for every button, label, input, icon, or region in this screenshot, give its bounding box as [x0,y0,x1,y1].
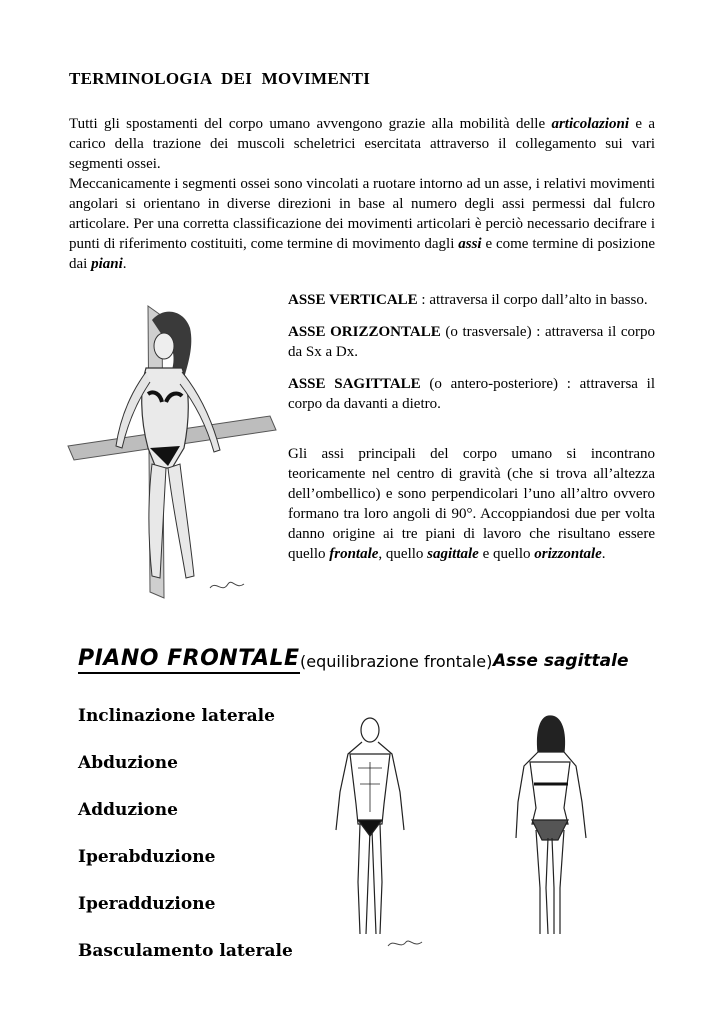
axes-center-paragraph [288,444,655,564]
text-run: . [601,546,606,562]
male-briefs [358,820,382,836]
axis-horizontal-label: ASSE ORIZZONTALE [288,324,441,340]
male-head [361,718,379,742]
list-item: Iperabduzione [78,847,216,867]
axis-vertical-label: ASSE VERTICALE [288,292,418,308]
axis-horizontal-text: (o trasversale) : attraversa il corpo da Sx a Dx. [288,324,656,360]
male-figure [336,718,404,934]
movement-list [78,704,293,986]
artist-signature [388,941,422,946]
list-item: Abduzione [78,753,178,773]
text-run: e a carico della trazione dei muscoli scheletrici esercitata attraverso il collegamento sui vari segmenti ossei. [69,116,655,172]
list-item: Iperadduzione [78,894,216,914]
male-legs [358,824,382,934]
head-shape [154,333,174,359]
emphasis-assi: assi [458,236,482,252]
text-run: Gli assi principali del corpo umano si incontrano teoricamente nel centro di gravità (che si trova all’altezza dell’ombellico) e sono perpendicolari l’uno all’altro ovvero formano tra loro angoli di 90°. Accoppiandosi due per volta danno origine ai tre piani di lavoro che risultano essere quello [288,446,655,562]
text-run: . [122,256,127,272]
text-run: e come termine di posizione dai [69,236,655,272]
female-hair [538,716,565,752]
page-title: TERMINOLOGIA DEI MOVIMENTI [69,69,371,88]
plane-title: PIANO FRONTALE [78,646,300,674]
female-bikini-bottom [532,820,568,840]
female-torso [530,762,570,824]
text-run: Meccanicamente i segmenti ossei sono vincolati a ruotare intorno ad un asse, i relativi movimenti angolari si orientano in diverse direzioni in base al numero degli assi permessi dal fulcro articolare. Per una corretta classificazione dei movimenti articolari è perciò necessario decifrare i punti di riferimento costituiti, come termine di movimento dagli [69,176,655,252]
list-item: Adduzione [78,800,178,820]
intro-paragraph-2 [69,174,655,274]
intro-text [69,114,655,274]
emphasis-orizzontale: orizzontale [534,546,602,562]
axis-vertical-text: : attraversa il corpo dall’alto in basso. [417,292,648,308]
text-run: , quello [378,546,428,562]
plane-subtitle: (equilibrazione frontale) [300,652,493,671]
plane-axis: Asse sagittale [493,651,629,671]
body-axes-drawing [60,298,280,608]
artist-signature [210,582,244,588]
axes-illustration [60,298,280,608]
list-item: Inclinazione laterale [78,706,275,726]
axis-sagittal-label: ASSE SAGITTALE [288,376,421,392]
text-run: Tutti gli spostamenti del corpo umano avvengono grazie alla mobilità delle [69,116,552,132]
text-run: e quello [478,546,535,562]
intro-paragraph-1 [69,114,655,174]
female-legs [536,830,564,934]
female-figure [516,716,586,934]
emphasis-articolazioni: articolazioni [551,116,629,132]
front-back-drawing [318,712,618,952]
axis-sagittal [288,374,655,414]
male-muscle-lines [358,762,382,812]
emphasis-frontale: frontale [329,546,379,562]
axes-description [288,290,655,576]
axis-vertical [288,290,655,310]
frontal-figures [318,712,618,952]
list-item: Basculamento laterale [78,941,293,961]
emphasis-piani: piani [91,256,123,272]
emphasis-sagittale: sagittale [427,546,479,562]
axis-horizontal [288,322,655,362]
right-leg [168,464,194,578]
plane-heading [78,646,638,680]
axis-sagittal-text: (o antero-posteriore) : attraversa il corpo da davanti a dietro. [288,376,655,412]
